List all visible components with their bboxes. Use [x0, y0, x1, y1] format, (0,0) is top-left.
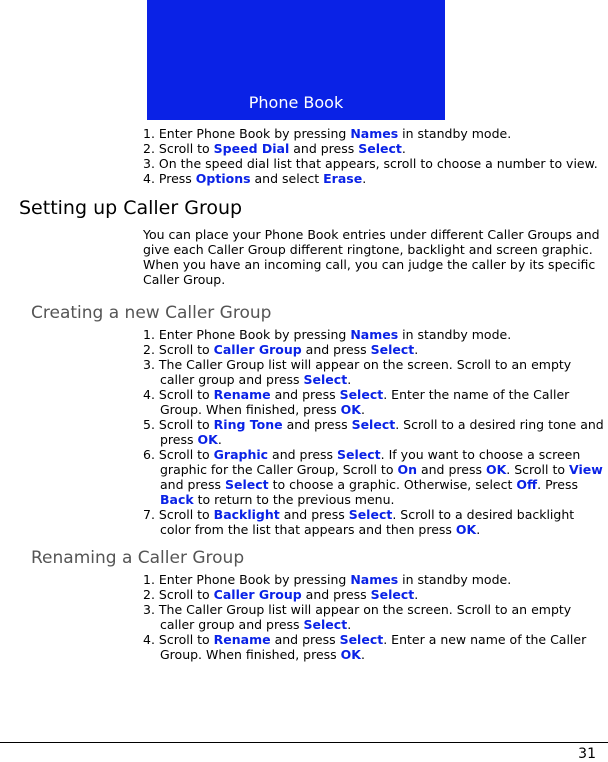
key-label: Select	[337, 447, 381, 462]
step-text: and press	[268, 447, 338, 462]
step-text: .	[347, 372, 352, 387]
key-label: Speed Dial	[213, 141, 290, 156]
key-label: Names	[350, 572, 399, 587]
key-label: Select	[303, 372, 348, 387]
step-item	[143, 447, 606, 507]
caller-group-heading: Setting up Caller Group	[19, 197, 243, 219]
step-text: 4. Scroll to	[143, 387, 214, 402]
step-text: .	[401, 141, 406, 156]
step-item	[143, 156, 606, 171]
step-text: and press	[160, 477, 225, 492]
step-item	[143, 327, 606, 342]
step-text: 3. On the speed dial list that appears, scroll to choose a number to view.	[143, 156, 598, 171]
step-text: and press	[301, 587, 371, 602]
key-label: Rename	[213, 632, 271, 647]
key-label: OK	[455, 522, 477, 537]
step-text: .	[217, 432, 222, 447]
key-label: Backlight	[213, 507, 280, 522]
step-text: 2. Scroll to	[143, 141, 214, 156]
key-label: Select	[370, 342, 415, 357]
key-label: OK	[197, 432, 218, 447]
create-caller-group-steps	[143, 327, 606, 537]
step-text: .	[414, 587, 419, 602]
step-text: and press	[270, 632, 340, 647]
step-item	[143, 342, 606, 357]
footer-divider	[0, 742, 608, 743]
key-label: Select	[370, 587, 415, 602]
step-text: . If you want to choose a screen graphic for the Caller Group, Scroll to	[160, 447, 581, 477]
step-text: and press	[289, 141, 359, 156]
step-item	[143, 572, 606, 587]
step-text: .	[414, 342, 419, 357]
key-label: Ring Tone	[213, 417, 283, 432]
step-text: .	[362, 171, 367, 186]
step-item	[143, 141, 606, 156]
step-text: .	[476, 522, 481, 537]
step-item	[143, 357, 606, 387]
speed-dial-steps	[143, 126, 606, 186]
step-text: . Enter a new name of the Caller Group. When finished, press	[160, 632, 587, 662]
step-text: 6. Scroll to	[143, 447, 214, 462]
rename-caller-group-heading: Renaming a Caller Group	[31, 548, 245, 568]
step-text: 4. Press	[143, 171, 196, 186]
step-item	[143, 602, 606, 632]
step-text: to return to the previous menu.	[193, 492, 395, 507]
key-label: Select	[303, 617, 348, 632]
step-item	[143, 387, 606, 417]
key-label: View	[568, 462, 603, 477]
step-text: in standby mode.	[398, 126, 512, 141]
step-text: and press	[279, 507, 349, 522]
step-text: and press	[301, 342, 371, 357]
step-text: 2. Scroll to	[143, 342, 214, 357]
step-item	[143, 126, 606, 141]
key-label: OK	[340, 402, 361, 417]
step-item	[143, 417, 606, 447]
key-label: Select	[339, 387, 384, 402]
key-label: Select	[351, 417, 396, 432]
phone-book-screen-banner	[147, 0, 445, 120]
key-label: Select	[339, 632, 384, 647]
key-label: Options	[195, 171, 251, 186]
page-number: 31	[578, 746, 596, 762]
key-label: Select	[358, 141, 402, 156]
key-label: Off	[516, 477, 538, 492]
step-text: to choose a graphic. Otherwise, select	[268, 477, 517, 492]
step-text: 3. The Caller Group list will appear on the screen. Scroll to an empty caller group and press	[143, 602, 572, 632]
caller-group-intro: You can place your Phone Book entries under different Caller Groups and give each Caller Group different ringtone, backlight and screen graphic. When you have an incoming call, you can judge the caller by its specific Caller Group.	[143, 227, 600, 287]
step-text: 1. Enter Phone Book by pressing	[143, 327, 351, 342]
key-label: Caller Group	[213, 342, 302, 357]
step-text: in standby mode.	[398, 327, 512, 342]
key-label: OK	[485, 462, 507, 477]
key-label: Erase	[323, 171, 363, 186]
key-label: Select	[348, 507, 393, 522]
step-item	[143, 632, 606, 662]
banner-title: Phone Book	[248, 93, 344, 112]
step-text: in standby mode.	[398, 572, 512, 587]
step-item	[143, 507, 606, 537]
step-text: . Press	[537, 477, 578, 492]
key-label: OK	[340, 647, 361, 662]
step-text: 5. Scroll to	[143, 417, 214, 432]
key-label: Back	[160, 492, 194, 507]
step-text: . Scroll to	[506, 462, 569, 477]
step-text: 7. Scroll to	[143, 507, 214, 522]
key-label: Rename	[213, 387, 271, 402]
step-text: . Enter the name of the Caller Group. When finished, press	[160, 387, 570, 417]
rename-caller-group-steps	[143, 572, 606, 662]
step-text: .	[360, 647, 365, 662]
step-text: and press	[270, 387, 340, 402]
key-label: Select	[224, 477, 269, 492]
key-label: Names	[350, 327, 399, 342]
step-text: and press	[417, 462, 486, 477]
step-text: 1. Enter Phone Book by pressing	[143, 572, 351, 587]
step-text: and press	[282, 417, 352, 432]
step-text: 1. Enter Phone Book by pressing	[143, 126, 351, 141]
create-caller-group-heading: Creating a new Caller Group	[31, 303, 272, 323]
step-item	[143, 587, 606, 602]
key-label: Names	[350, 126, 399, 141]
step-item	[143, 171, 606, 186]
step-text: and select	[250, 171, 324, 186]
step-text: 4. Scroll to	[143, 632, 214, 647]
step-text: . Scroll to a desired backlight color from the list that appears and then press	[160, 507, 575, 537]
step-text: .	[360, 402, 365, 417]
key-label: Graphic	[213, 447, 269, 462]
key-label: On	[397, 462, 417, 477]
step-text: . Scroll to a desired ring tone and press	[160, 417, 604, 447]
step-text: .	[347, 617, 352, 632]
step-text: 2. Scroll to	[143, 587, 214, 602]
step-text: 3. The Caller Group list will appear on the screen. Scroll to an empty caller group and press	[143, 357, 572, 387]
key-label: Caller Group	[213, 587, 302, 602]
